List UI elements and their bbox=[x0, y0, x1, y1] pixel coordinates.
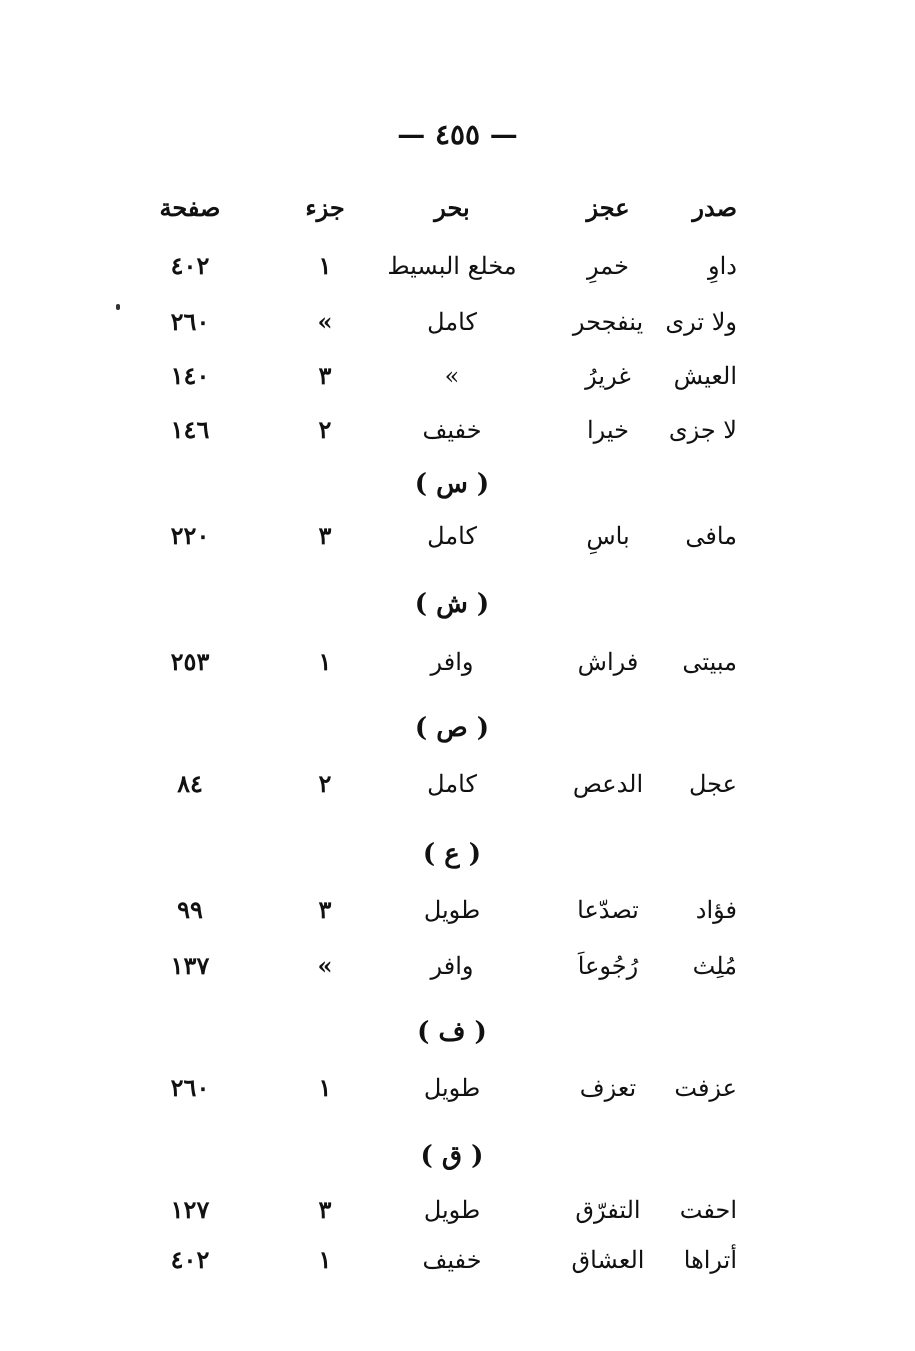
table-row bbox=[0, 888, 915, 932]
cell-sadr: مُلِث bbox=[692, 952, 737, 980]
cell-juz: ٣ bbox=[318, 1195, 332, 1224]
cell-sadr: مافى bbox=[685, 522, 737, 550]
cell-ajz: التفرّق bbox=[575, 1196, 641, 1224]
header-ajz: عجز bbox=[586, 193, 630, 222]
table-row bbox=[0, 300, 915, 344]
header-sadr: صدر bbox=[692, 193, 737, 222]
cell-bahr: كامل bbox=[427, 770, 477, 798]
cell-ajz: العشاق bbox=[571, 1246, 645, 1274]
cell-page: ٢٦٠ bbox=[170, 1073, 210, 1102]
table-row bbox=[0, 944, 915, 988]
cell-juz: ٣ bbox=[318, 521, 332, 550]
cell-sadr: لا جزى bbox=[668, 416, 737, 444]
table-row bbox=[0, 762, 915, 806]
cell-page: ١٤٦ bbox=[170, 415, 210, 444]
cell-page: ٨٤ bbox=[177, 769, 203, 798]
cell-ajz: الدعص bbox=[572, 770, 644, 798]
cell-bahr: كامل bbox=[427, 522, 477, 550]
cell-sadr: عجل bbox=[689, 770, 737, 798]
cell-bahr: طويل bbox=[423, 1074, 481, 1102]
cell-sadr: احفت bbox=[679, 1196, 737, 1224]
cell-ajz: باسِ bbox=[586, 522, 630, 550]
cell-page: ٢٥٣ bbox=[170, 647, 210, 676]
cell-sadr: العيش bbox=[673, 362, 737, 390]
table-row bbox=[0, 640, 915, 684]
table-row bbox=[0, 1238, 915, 1282]
cell-bahr: طويل bbox=[423, 1196, 481, 1224]
section-heading-fa: ( ف ) bbox=[417, 1017, 487, 1047]
cell-sadr: أتراها bbox=[683, 1246, 737, 1274]
table-row bbox=[0, 1188, 915, 1232]
cell-juz: ١ bbox=[318, 1073, 332, 1102]
cell-page: ٩٩ bbox=[177, 895, 203, 924]
cell-bahr: وافر bbox=[430, 952, 474, 980]
cell-sadr: مبيتى bbox=[682, 648, 737, 676]
section-heading-qaf: ( ق ) bbox=[420, 1141, 484, 1171]
cell-ajz: ينفجحر bbox=[572, 308, 644, 336]
table-row bbox=[0, 1066, 915, 1110]
cell-juz: ١ bbox=[318, 1245, 332, 1274]
cell-sadr: عزفت bbox=[674, 1074, 737, 1102]
cell-ajz: فراش bbox=[577, 648, 639, 676]
cell-page: ١٣٧ bbox=[170, 951, 210, 980]
cell-sadr: فؤاد bbox=[695, 896, 737, 924]
section-heading-sad: ( ص ) bbox=[414, 713, 490, 743]
cell-page: ٢٦٠ bbox=[170, 307, 210, 336]
cell-bahr: خفيف bbox=[422, 416, 482, 444]
cell-bahr: كامل bbox=[427, 308, 477, 336]
table-row bbox=[0, 354, 915, 398]
cell-sadr: ولا ترى bbox=[665, 308, 737, 336]
cell-ajz: تعزف bbox=[579, 1074, 637, 1102]
cell-bahr: » bbox=[444, 362, 460, 390]
header-juz: جزء bbox=[305, 193, 345, 222]
cell-ajz: غريرُ bbox=[585, 362, 631, 390]
cell-page: ٤٠٢ bbox=[170, 1245, 210, 1274]
header-bahr: بحر bbox=[434, 193, 470, 222]
section-heading-sin: ( س ) bbox=[414, 469, 490, 499]
cell-bahr: مخلع البسيط bbox=[387, 252, 517, 280]
cell-bahr: خفيف bbox=[422, 1246, 482, 1274]
cell-juz: ٢ bbox=[318, 769, 332, 798]
table-row bbox=[0, 514, 915, 558]
table-header bbox=[0, 186, 915, 230]
cell-ajz: تصدّعا bbox=[577, 896, 639, 924]
cell-juz: ٣ bbox=[318, 361, 332, 390]
cell-ajz: خمرِ bbox=[587, 252, 629, 280]
cell-page: ٤٠٢ bbox=[170, 251, 210, 280]
cell-ajz: رُجُوعاَ bbox=[577, 952, 639, 980]
cell-juz: » bbox=[317, 307, 333, 336]
cell-juz: ٣ bbox=[318, 895, 332, 924]
cell-juz: ٢ bbox=[318, 415, 332, 444]
cell-sadr: داوِ bbox=[708, 252, 737, 280]
ink-speck bbox=[116, 304, 120, 310]
page-number: — ٤٥٥ — bbox=[397, 118, 518, 151]
cell-ajz: خيرا bbox=[587, 416, 629, 444]
cell-juz: ١ bbox=[318, 647, 332, 676]
section-heading-shin: ( ش ) bbox=[414, 589, 490, 619]
cell-bahr: طويل bbox=[423, 896, 481, 924]
cell-bahr: وافر bbox=[430, 648, 474, 676]
section-heading-ain: ( ع ) bbox=[422, 839, 482, 869]
header-page: صفحة bbox=[159, 193, 221, 222]
cell-page: ١٢٧ bbox=[170, 1195, 210, 1224]
cell-juz: ١ bbox=[318, 251, 332, 280]
cell-page: ١٤٠ bbox=[170, 361, 210, 390]
table-row bbox=[0, 244, 915, 288]
table-row bbox=[0, 408, 915, 452]
cell-juz: » bbox=[317, 951, 333, 980]
cell-page: ٢٢٠ bbox=[170, 521, 210, 550]
